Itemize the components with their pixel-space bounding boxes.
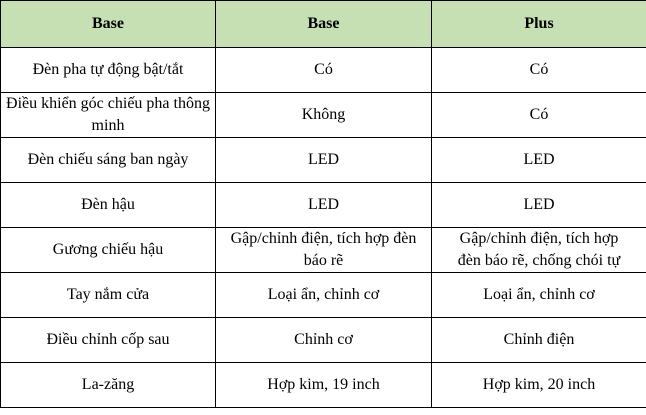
table-row: [1, 48, 646, 93]
table-row: [1, 318, 646, 363]
base-value-cell: Hợp kim, 19 inch: [216, 363, 432, 408]
plus-value-cell: LED: [432, 138, 646, 183]
feature-cell: Tay nắm cửa: [1, 273, 216, 318]
feature-cell: Điều chỉnh cốp sau: [1, 318, 216, 363]
feature-cell: Đèn hậu: [1, 183, 216, 228]
plus-value-line: Gập/chỉnh điện, tích hợp: [459, 230, 619, 247]
header-row: [1, 1, 646, 48]
base-value-cell: Loại ẩn, chỉnh cơ: [216, 273, 432, 318]
feature-cell: Đèn chiếu sáng ban ngày: [1, 138, 216, 183]
plus-value-cell: Có: [432, 93, 646, 138]
plus-value-cell: [432, 228, 646, 273]
feature-cell: La-zăng: [1, 363, 216, 408]
table-row: [1, 228, 646, 273]
plus-value-cell: Hợp kim, 20 inch: [432, 363, 646, 408]
header-cell-plus: Plus: [432, 1, 646, 48]
table-row: [1, 273, 646, 318]
feature-cell: Điều khiển góc chiếu pha thông minh: [1, 93, 216, 138]
base-value-cell: LED: [216, 138, 432, 183]
base-value-cell: Chỉnh cơ: [216, 318, 432, 363]
base-value-cell: Không: [216, 93, 432, 138]
header-cell-feature: Base: [1, 1, 216, 48]
header-cell-base: Base: [216, 1, 432, 48]
base-value-cell: LED: [216, 183, 432, 228]
plus-value-cell: Có: [432, 48, 646, 93]
plus-value-cell: Chỉnh điện: [432, 318, 646, 363]
plus-value-cell: Loại ẩn, chỉnh cơ: [432, 273, 646, 318]
table-row: [1, 138, 646, 183]
table-row: [1, 93, 646, 138]
base-value-cell: Gập/chỉnh điện, tích hợp đèn báo rẽ: [216, 228, 432, 273]
plus-value-line: đèn báo rẽ, chống chói tự: [457, 252, 621, 269]
table-row: [1, 363, 646, 408]
feature-cell: Gương chiếu hậu: [1, 228, 216, 273]
base-value-cell: Có: [216, 48, 432, 93]
feature-cell: Đèn pha tự động bật/tắt: [1, 48, 216, 93]
plus-value-cell: LED: [432, 183, 646, 228]
table-row: [1, 183, 646, 228]
